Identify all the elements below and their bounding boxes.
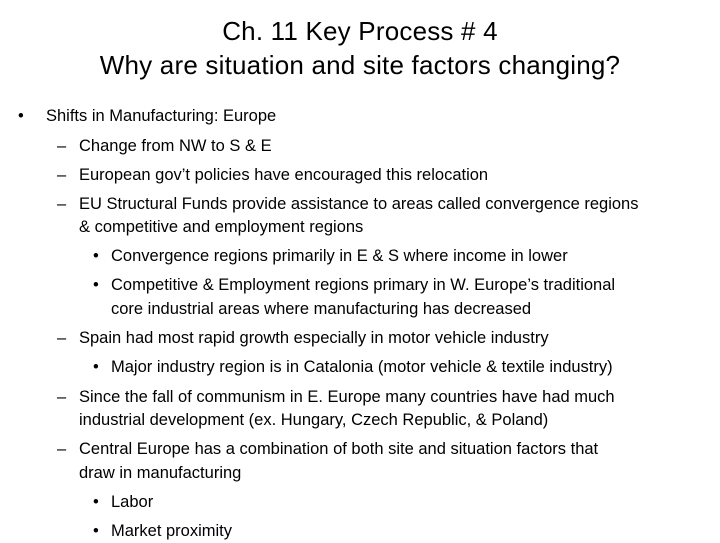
title-line-2: Why are situation and site factors changing? <box>99 50 621 80</box>
bullet-shifts-in-manufacturing: Shifts in Manufacturing: Europe <box>46 107 277 125</box>
bullet-marker: • <box>93 247 99 265</box>
subbullet-eu-structural-funds-cont: & competitive and employment regions <box>79 218 364 236</box>
dash-marker: – <box>57 388 67 406</box>
subbullet-gov-policies: European gov’t policies have encouraged this relocation <box>79 166 489 184</box>
subbullet-fall-of-communism: Since the fall of communism in E. Europe many countries have had much <box>79 388 615 406</box>
subbullet-central-europe: Central Europe has a combination of both site and situation factors that <box>79 440 599 458</box>
subbullet-spain-growth: Spain had most rapid growth especially in motor vehicle industry <box>79 329 549 347</box>
dash-marker: – <box>57 166 67 184</box>
slide-title <box>0 14 720 82</box>
bullet-marker: • <box>93 358 99 376</box>
subbullet-change-direction: Change from NW to S & E <box>79 137 272 155</box>
subsubbullet-competitive-employment: Competitive & Employment regions primary in W. Europe’s traditional <box>111 276 616 294</box>
bullet-marker: • <box>93 493 99 511</box>
subsubbullet-competitive-employment-cont: core industrial areas where manufacturing has decreased <box>111 300 532 318</box>
bullet-marker: • <box>18 107 24 125</box>
subsubbullet-market-proximity: Market proximity <box>111 522 233 540</box>
subsubbullet-labor: Labor <box>111 493 154 511</box>
subbullet-fall-of-communism-cont: industrial development (ex. Hungary, Czech Republic, & Poland) <box>79 411 549 429</box>
title-line-1: Ch. 11 Key Process # 4 <box>222 16 498 46</box>
subsubbullet-convergence-regions: Convergence regions primarily in E & S where income in lower <box>111 247 568 265</box>
dash-marker: – <box>57 329 67 347</box>
dash-marker: – <box>57 195 67 213</box>
dash-marker: – <box>57 440 67 458</box>
dash-marker: – <box>57 137 67 155</box>
subbullet-eu-structural-funds: EU Structural Funds provide assistance to areas called convergence regions <box>79 195 639 213</box>
subsubbullet-catalonia: Major industry region is in Catalonia (motor vehicle & textile industry) <box>111 358 613 376</box>
bullet-marker: • <box>93 276 99 294</box>
bullet-marker: • <box>93 522 99 540</box>
subbullet-central-europe-cont: draw in manufacturing <box>79 464 242 482</box>
